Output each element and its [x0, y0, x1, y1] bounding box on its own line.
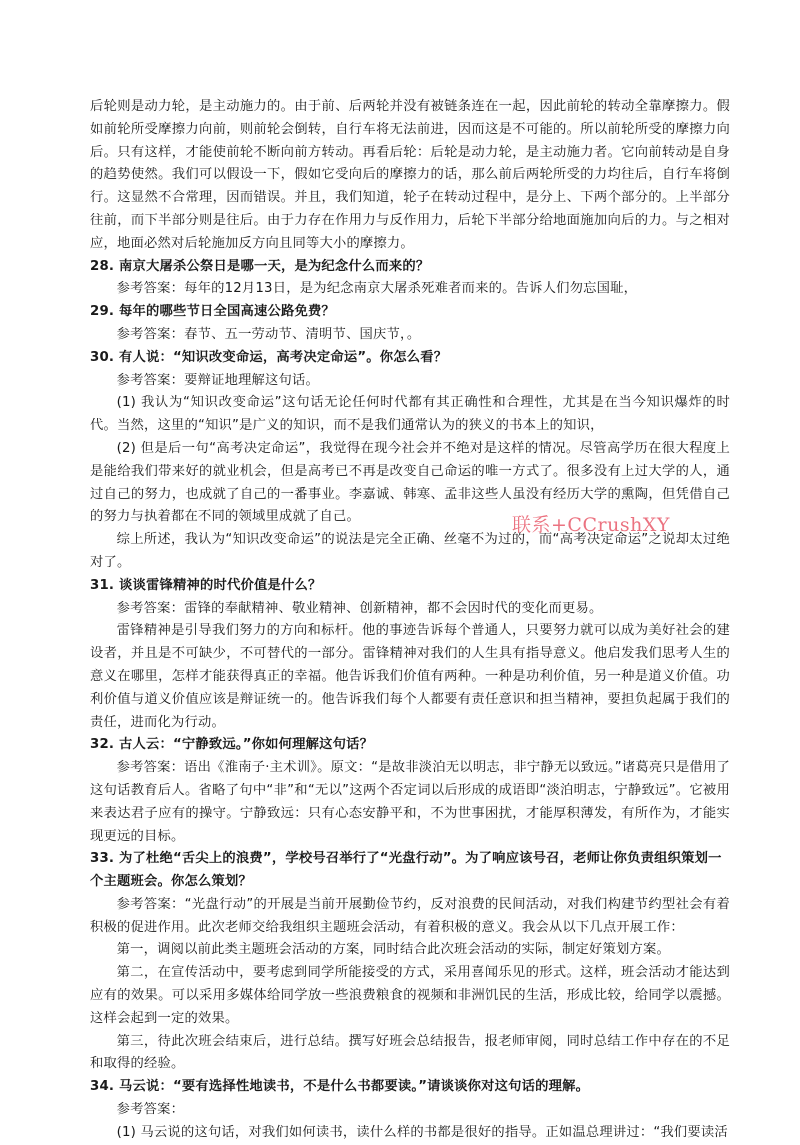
question-heading: 30. 有人说：“知识改变命运，高考决定命运”。你怎么看？ — [90, 349, 448, 365]
answer-paragraph: (1) 我认为“知识改变命运”这句话无论任何时代都有其正确性和合理性，尤其是在当今知识爆炸的时代。当然，这里的“知识”是广义的知识，而不是我们通常认为的狭义的书本上的知识， — [90, 395, 730, 434]
question-heading: 31. 谈谈雷锋精神的时代价值是什么？ — [90, 577, 322, 593]
answer-paragraph: 参考答案：雷锋的奉献精神、敬业精神、创新精神，都不会因时代的变化而更易。 — [116, 600, 603, 616]
answer-paragraph: (2) 但是后一句“高考决定命运”，我觉得在现今社会并不绝对是这样的情况。尽管高学历在很大程度上是能给我们带来好的就业机会，但是高考已不再是改变自己命运的唯一方式了。很多没有上过大学的人，通过自己的努力，也成就了自己的一番事业。李嘉诚、韩寒、孟非这些人虽没有经历大学的熏陶，但凭借自己的努力与执着都在不同的领域里成就了自己。 — [90, 440, 730, 525]
question-heading: 28. 南京大屠杀公祭日是哪一天，是为纪念什么而来的？ — [90, 258, 430, 274]
question-heading: 29. 每年的哪些节日全国高速公路免费？ — [90, 304, 335, 320]
answer-paragraph: 雷锋精神是引导我们努力的方向和标杆。他的事迹告诉每个普通人，只要努力就可以成为美好社会的建设者，并且是不可缺少，不可替代的一部分。雷锋精神对我们的人生具有指导意义。他启发我们思考人生的意义在哪里，怎样才能获得真正的幸福。他告诉我们价值有两种。一种是功利价值，另一种是道义价值。功利价值与道义价值应该是辩证统一的。他告诉我们每个人都要有责任意识和担当精神，要担负起属于我们的责任，进而化为行动。 — [90, 623, 730, 730]
answer-paragraph: 参考答案：“光盘行动”的开展是当前开展勤俭节约，反对浪费的民间活动，对我们构建节约型社会有着积极的促进作用。此次老师交给我组织主题班会活动，有着积极的意义。我会从以下几点开展工作： — [90, 896, 730, 935]
question-heading: 34. 马云说：“要有选择性地读书，不是什么书都要读。”请谈谈你对这句话的理解。 — [90, 1079, 590, 1095]
document-body — [90, 96, 730, 1145]
answer-paragraph: 参考答案：要辩证地理解这句话。 — [116, 372, 320, 388]
answer-paragraph: 后轮则是动力轮，是主动施力的。由于前、后两轮并没有被链条连在一起，因此前轮的转动全靠摩擦力。假如前轮所受摩擦力向前，则前轮会倒转，自行车将无法前进，因而这是不可能的。所以前轮所受的摩擦力向后。只有这样，才能使前轮不断向前方转动。再看后轮：后轮是动力轮，是主动施力者。它向前转动是自身的趋势使然。我们可以假设一下，假如它受向后的摩擦力的话，那么前后两轮所受的力均往后，自行车将倒行。这显然不合常理，因而错误。并且，我们知道，轮子在转动过程中，是分上、下两个部分的。上半部分往前，而下半部分则是往后。由于力存在作用力与反作用力，后轮下半部分给地面施加向后的力。与之相对应，地面必然对后轮施加反方向且同等大小的摩擦力。 — [90, 99, 730, 251]
watermark-contact: 联系+CCrushXY — [512, 514, 670, 536]
answer-paragraph: 参考答案：语出《淮南子·主术训》。原文：“是故非淡泊无以明志，非宁静无以致远。”诸葛亮只是借用了这句话教育后人。省略了句中“非”和“无以”这两个否定词以后形成的成语即“淡泊明志，宁静致远”。它被用来表达君子应有的操守。宁静致远：只有心态安静平和，不为世事困扰，才能厚积薄发，有所作为，才能实现更远的目标。 — [90, 760, 730, 844]
answer-paragraph: 综上所述，我认为“知识改变命运”的说法是完全正确、丝毫不为过的，而“高考决定命运”之说却太过绝对了。 — [90, 532, 730, 570]
question-heading: 32. 古人云：“宁静致远。”你如何理解这句话？ — [90, 737, 374, 753]
question-heading: 33. 为了杜绝“舌尖上的浪费”，学校号召举行了“光盘行动”。为了响应该号召，老师让你负责组织策划一个主题班会。你怎么策划？ — [90, 851, 722, 890]
answer-paragraph: 第三，待此次班会结束后，进行总结。撰写好班会总结报告，报老师审阅，同时总结工作中存在的不足和取得的经验。 — [90, 1033, 730, 1072]
answer-paragraph: 参考答案： — [116, 1102, 185, 1118]
answer-paragraph: 第二，在宣传活动中，要考虑到同学所能接受的方式，采用喜闻乐见的形式。这样，班会活动才能达到应有的效果。可以采用多媒体给同学放一些浪费粮食的视频和非洲饥民的生活，形成比较，给同学以震撼。这样会起到一定的效果。 — [90, 965, 730, 1026]
answer-paragraph: (1) 马云说的这句话，对我们如何读书，读什么样的书都是很好的指导。正如温总理讲过：“我们要读活 — [116, 1124, 728, 1140]
answer-paragraph: 参考答案：每年的12月13日，是为纪念南京大屠杀死难者而来的。告诉人们勿忘国耻， — [116, 281, 638, 297]
answer-paragraph: 第一，调阅以前此类主题班会活动的方案，同时结合此次班会活动的实际，制定好策划方案。 — [116, 942, 670, 958]
answer-paragraph: 参考答案：春节、五一劳动节、清明节、国庆节，。 — [116, 326, 421, 342]
